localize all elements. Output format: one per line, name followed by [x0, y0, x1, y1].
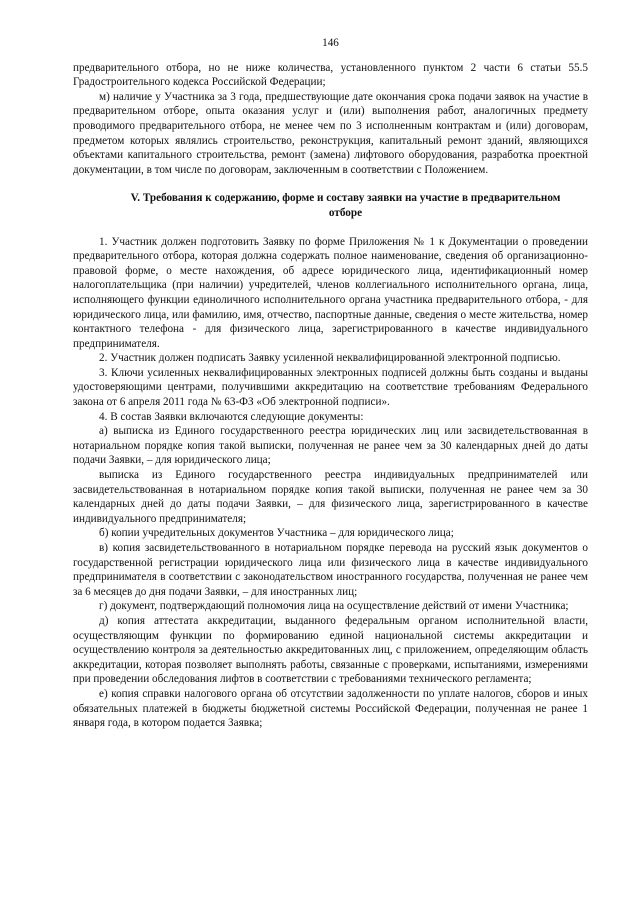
paragraph-1: 1. Участник должен подготовить Заявку по форме Приложения № 1 к Документации о проведении предварительного отбора, которая должна содержать полное наименование, сведения об организационно-правовой форме, о месте нахождения, об адресе юридического лица, идентификационный номер налогоплательщика (при наличии) учредителей, членов коллегиального исполнительного органа, лица, исполняющего функции единоличного исполнительного органа участника предварительного отбора, - для юридического лица, или фамилию, имя, отчество, паспортные данные, сведения о месте жительства, номер контактного телефона - для физического лица, зарегистрированного в качестве индивидуального предпринимателя. [73, 235, 588, 350]
list-item-v: в) копия засвидетельствованного в нотариальном порядке перевода на русский язык документов о государственной регистрации юридического лица или физического лица в качестве индивидуального предпринимателя в соответствии с законодательством иностранного государства, полученная не ранее чем за 6 месяцев до дня подачи Заявки, – для иностранных лиц; [73, 542, 588, 598]
paragraph-2: 2. Участник должен подписать Заявку усиленной неквалифицированной электронной подписью. [99, 352, 561, 365]
list-item-e: е) копия справки налогового органа об отсутствии задолженности по уплате налогов, сборов и иных обязательных платежей в бюджеты бюджетной системы Российской Федерации, полученная не ранее 1 января года, в котором подается Заявка; [73, 687, 588, 730]
list-item-a-cont: выписка из Единого государственного реестра индивидуальных предпринимателей или засвидетельствованная в нотариальном порядке копия такой выписки, полученная не ранее чем за 30 календарных дней до даты подачи Заявки, – для физического лица, зарегистрированного в качестве индивидуального предпринимателя; [73, 469, 588, 525]
list-item-a: а) выписка из Единого государственного реестра юридических лиц или засвидетельствованная в нотариальном порядке копия такой выписки, полученная не ранее чем за 30 календарных дней до даты подачи Заявки, – для юридического лица; [73, 425, 588, 467]
paragraph-3: 3. Ключи усиленных неквалифицированных электронных подписей должны быть созданы и выданы удостоверяющими центрами, получившими аккредитацию на соответствие требованиям Федерального закона от 6 апреля 2011 года № 63-ФЗ «Об электронной подписи». [73, 366, 588, 409]
paragraph-item-m: м) наличие у Участника за 3 года, предшествующие дате окончания срока подачи заявок на участие в предварительном отборе, опыта оказания услуг и (или) выполнения работ, аналогичных предмету проводимого предварительного отбора, не менее чем по 3 исполненным контрактам и (или) договорам, предметом которых являлись строительство, реконструкция, капитальный ремонт зданий, являющихся объектами капитального строительства, ремонт (замена) лифтового оборудования, разработка проектной документации, в том числе по договорам, заключенным в соответствии с Положением. [73, 90, 588, 176]
page-number: 146 [322, 37, 339, 49]
paragraph-4: 4. В состав Заявки включаются следующие документы: [99, 410, 364, 423]
list-item-b: б) копии учредительных документов Участника – для юридического лица; [99, 527, 454, 540]
list-item-g: г) документ, подтверждающий полномочия лица на осуществление действий от имени Участника; [99, 600, 569, 613]
paragraph-continuation: предварительного отбора, но не ниже количества, установленного пунктом 2 части 6 статьи 55.5 Градостроительного кодекса Российской Федерации; [73, 61, 588, 89]
list-item-d: д) копия аттестата аккредитации, выданного федеральным органом исполнительной власти, осуществляющим функции по формированию единой национальной системы аккредитации и осуществлению контроля за деятельностью аккредитованных лиц, с приложением, определяющим область аккредитации, которая позволяет выполнять работы, связанные с проверками, испытаниями, измерениями при проведении обследования лифтов в соответствии с требованиями технического регламента; [73, 614, 588, 686]
section-heading: V. Требования к содержанию, форме и составу заявки на участие в предварительном отборе [130, 192, 561, 219]
